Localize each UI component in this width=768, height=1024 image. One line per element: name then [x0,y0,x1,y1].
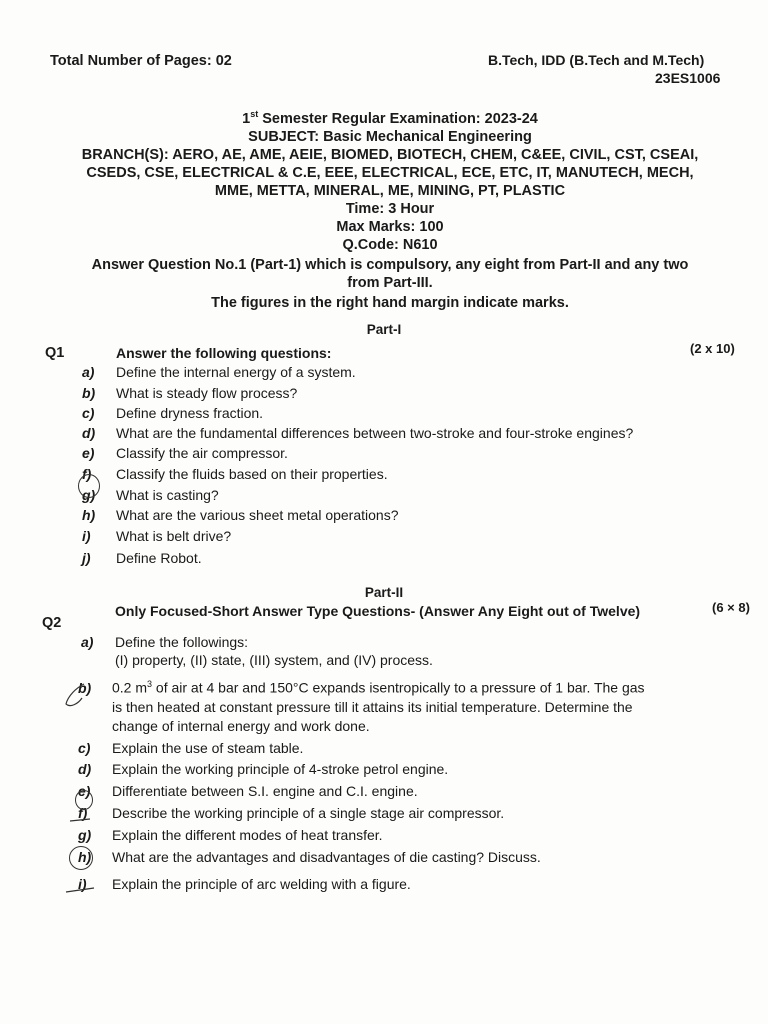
q2-marks: (6 × 8) [712,600,750,615]
q2-item-b-line-2: is then heated at constant pressure till it attains its initial temperature. Determine the [112,698,633,715]
q2-item-b: b) 0.2 $m^3$ of air at 4 bar and 150°C expands isentropically to a pressure of 1 bar. The gas is then heated at constant pressure till it attains its initial temperature. Determine the change of internal energy and work done. [112,675,645,736]
q1-item-e: e) Classify the air compressor. [82,445,288,461]
q2-item-a: a) Define the followings: (I) property, (II) state, (III) system, and (IV) process. [81,634,433,668]
pen-circle-mark [75,790,93,810]
q2-item-f: f) Describe the working principle of a single stage air compressor. [78,805,505,821]
q1-item-b: b) What is steady flow process? [82,385,298,401]
q2-heading: Only Focused-Short Answer Type Questions- (Answer Any Eight out of Twelve) [115,603,641,619]
pen-dash-mark [68,815,98,827]
q2-item-d: d) Explain the working principle of 4-stroke petrol engine. [78,761,449,777]
part-2-title: Part-II [364,585,404,600]
q1-item-d: d) What are the fundamental differences between two-stroke and four-stroke engines? [82,425,634,441]
total-pages: Total Number of Pages: 02 [50,53,232,69]
program-name: B.Tech, IDD (B.Tech and M.Tech) [488,52,705,68]
q1-item-f: f) Classify the fluids based on their properties. [82,466,388,482]
q1-item-a: a) Define the internal energy of a system. [82,364,356,380]
q1-heading: Answer the following questions: [116,345,332,361]
pen-circle-mark [69,846,93,870]
branches-line-1: BRANCH(S): AERO, AE, AME, AEIE, BIOMED, BIOTECH, CHEM, C&EE, CIVIL, CST, CSEAI, [81,146,699,163]
instruction-line-2: from Part-III. [347,274,433,291]
q1-item-h: h) What are the various sheet metal operations? [82,507,399,523]
q1-item-c: c) Define dryness fraction. [82,405,264,421]
pen-scribble-mark [62,678,92,712]
pen-dash-mark [64,882,104,896]
q2-item-h: h) What are the advantages and disadvantages of die casting? Discuss. [78,849,541,865]
q1-item-g: g) What is casting? [82,487,219,503]
subject: SUBJECT: Basic Mechanical Engineering [248,128,532,145]
q2-item-c: c) Explain the use of steam table. [78,740,304,756]
pen-circle-mark [78,474,100,498]
semester-suffix: st [250,109,259,119]
q2-item-b-line-3: change of internal energy and work done. [112,717,370,734]
exam-time: Time: 3 Hour [345,200,435,217]
question-code: Q.Code: N610 [342,236,438,253]
q1-item-j: j) Define Robot. [82,550,202,566]
q2-item-b-line-1: 0.2 $m^3$ of air at 4 bar and 150°C expands isentropically to a pressure of 1 bar. The gas [112,679,645,696]
exam-header [40,105,740,312]
branches-line-2: CSEDS, CSE, ELECTRICAL & C.E, EEE, ELECTRICAL, ECE, ETC, IT, MANUTECH, MECH, [86,164,694,181]
q2-number: Q2 [42,615,62,631]
q2-item-a-line-1: Define the followings: [115,634,249,650]
q2-item-e: e) Differentiate between S.I. engine and C.I. engine. [78,783,418,799]
q2-item-g: g) Explain the different modes of heat transfer. [78,827,383,843]
part-1-title: Part-I [366,322,402,337]
q2-item-i: i) Explain the principle of arc welding with a figure. [78,876,411,892]
branches-line-3: MME, METTA, MINERAL, ME, MINING, PT, PLASTIC [214,182,566,199]
semester-number: 1 [242,110,251,127]
q2-item-a-line-2: (I) property, (II) state, (III) system, and (IV) process. [115,652,433,668]
paper-code: 23ES1006 [655,70,721,86]
semester-text: Semester Regular Examination: 2023-24 [258,110,538,127]
max-marks: Max Marks: 100 [336,218,444,235]
instruction-line-3: The figures in the right hand margin indicate marks. [211,294,569,311]
q1-marks: (2 x 10) [690,341,735,356]
instruction-line-1: Answer Question No.1 (Part-1) which is compulsory, any eight from Part-II and any two [91,256,689,273]
q1-item-i: i) What is belt drive? [82,528,232,544]
semester-line [40,105,740,128]
q1-number: Q1 [45,345,65,361]
